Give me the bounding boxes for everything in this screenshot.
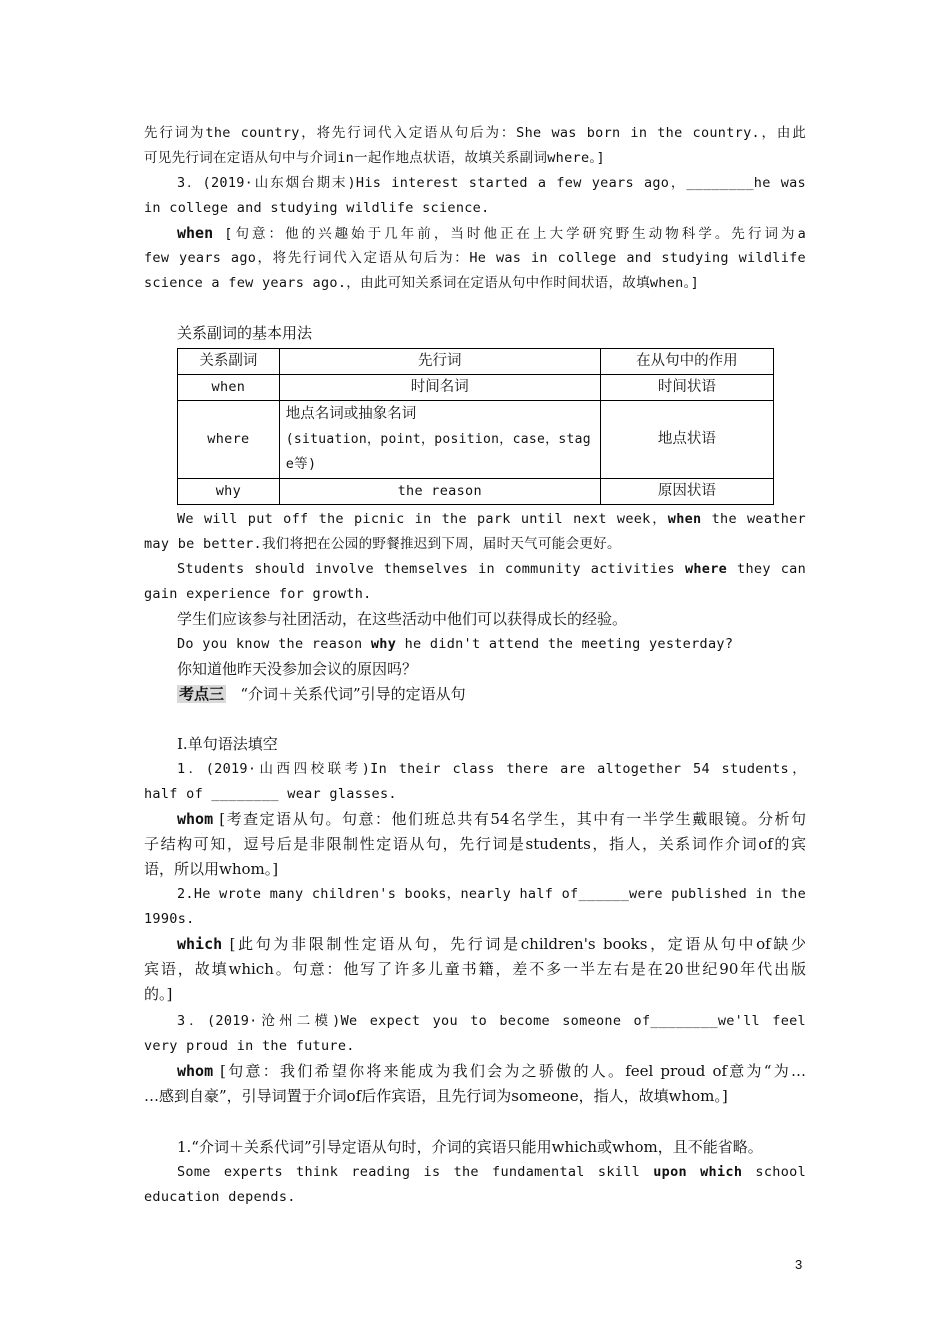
explanation: [句意：他的兴趣始于几年前，当时他正在上大学研究野生动物科学。先行词为a (213, 226, 806, 242)
answer-line (177, 807, 806, 832)
note-rule: 1.“介词＋关系代词”引导定语从句时，介词的宾语只能用which或whom，且不能省略。 (177, 1138, 763, 1156)
explanation: [此句为非限制性定语从句，先行词是children's books，定语从句中of缺少 (222, 935, 806, 953)
example-keyword: when (667, 511, 702, 527)
table-row (178, 375, 774, 401)
question-3-text: 3．(2019·沧州二模)We expect you to become someone of________we'll feel (177, 1013, 806, 1029)
paragraph-line: 先行词为the country，将先行词代入定语从句后为：She was born in the country.，由此 (144, 125, 806, 141)
question-3-text: in college and studying wildlife science. (144, 200, 490, 216)
explanation: 宾语，故填which。句意：他写了许多儿童书籍，差不多一半左右是在20世纪90年代出版 (144, 960, 806, 978)
question-1-text: 1．(2019·山西四校联考)In their class there are altogether 54 students， (177, 761, 806, 777)
answer-line (177, 1059, 806, 1084)
table-cell (279, 401, 600, 479)
example-text: Students should involve themselves in community activities (177, 561, 685, 577)
example-translation: 你知道他昨天没参加会议的原因吗？ (177, 660, 418, 678)
example-text: Some experts think reading is the fundamental skill (177, 1164, 654, 1180)
answer-word: when (177, 224, 214, 242)
table-cell-line: (situation，point，position，case，stag (285, 432, 591, 447)
section-tag: 考点三 (179, 685, 225, 703)
example-sentence (177, 557, 806, 582)
table-cell: 地点状语 (600, 401, 773, 479)
question-2-text: 1990s. (144, 911, 195, 927)
explanation: few years ago，将先行词代入定语从句后为：He was in college and studying wildlife (144, 250, 806, 266)
explanation: 的。] (144, 985, 173, 1003)
table-row (178, 401, 774, 479)
table-cell: where (178, 401, 280, 479)
example-translation: 学生们应该参与社团活动，在这些活动中他们可以获得成长的经验。 (177, 610, 628, 628)
question-2-text: 2.He wrote many children's books，nearly half of______were published in the (177, 886, 806, 902)
question-3-text: very proud in the future. (144, 1038, 355, 1054)
example-keyword: where (684, 561, 728, 577)
answer-word: whom (177, 1062, 214, 1080)
table-header-row (178, 349, 774, 375)
example-sentence: may be better.我们将把在公园的野餐推迟到下周，届时天气可能会更好。 (144, 536, 621, 552)
answer-word: which (177, 935, 223, 953)
table-cell: why (178, 479, 280, 505)
example-sentence: gain experience for growth. (144, 586, 372, 602)
answer-line (177, 932, 806, 957)
explanation: 子结构可知，逗号后是非限制性定语从句，先行词是students，指人，关系词作介词of的宾 (144, 835, 806, 853)
example-keyword: why (370, 636, 397, 652)
answer-word: whom (177, 810, 214, 828)
table-title: 关系副词的基本用法 (177, 324, 313, 342)
paragraph-line: 可见先行词在定语从句中与介词in一起作地点状语，故填关系副词where。] (144, 150, 605, 166)
explanation: …感到自豪”，引导词置于介词of后作宾语，且先行词为someone，指人，故填whom。] (144, 1087, 728, 1105)
explanation: science a few years ago.，由此可知关系词在定语从句中作时间状语，故填when。] (144, 275, 700, 291)
table-cell: when (178, 375, 280, 401)
example-keyword: upon which (653, 1164, 743, 1180)
question-1-text: half of ________ wear glasses. (144, 786, 397, 802)
example-text: We will put off the picnic in the park until next week， (177, 511, 668, 527)
table-header: 在从句中的作用 (600, 349, 773, 375)
table-cell-line: 地点名词或抽象名词 (285, 406, 417, 422)
example-sentence (177, 507, 806, 532)
part-heading: Ⅰ.单句语法填空 (177, 735, 278, 753)
table-header: 关系副词 (178, 349, 280, 375)
example-sentence: education depends. (144, 1189, 296, 1205)
answer-line (177, 221, 806, 247)
table-header: 先行词 (279, 349, 600, 375)
example-sentence (177, 1160, 806, 1185)
table-cell: the reason (279, 479, 600, 505)
relative-adverb-table (177, 348, 774, 505)
example-text: school (742, 1164, 806, 1180)
question-3-text: 3．(2019·山东烟台期末)His interest started a few years ago，________he was (177, 175, 806, 191)
explanation: 语，所以用whom。] (144, 860, 279, 878)
table-cell: 原因状语 (600, 479, 773, 505)
example-text: he didn't attend the meeting yesterday? (396, 636, 734, 652)
page-number: 3 (795, 1257, 803, 1272)
table-cell: 时间状语 (600, 375, 773, 401)
example-text: they can (727, 561, 806, 577)
table-cell: 时间名词 (279, 375, 600, 401)
explanation: [考查定语从句。句意：他们班总共有54名学生，其中有一半学生戴眼镜。分析句 (213, 810, 806, 828)
explanation: [句意：我们希望你将来能成为我们会为之骄傲的人。feel proud of意为“为… (213, 1062, 806, 1080)
table-cell-line: e等) (285, 456, 317, 472)
table-row (178, 479, 774, 505)
example-text: Do you know the reason (177, 636, 371, 652)
example-sentence (177, 632, 806, 657)
section-heading (177, 682, 806, 707)
example-text: the weather (701, 511, 806, 527)
section-title: “介词＋关系代词”引导的定语从句 (240, 685, 466, 703)
